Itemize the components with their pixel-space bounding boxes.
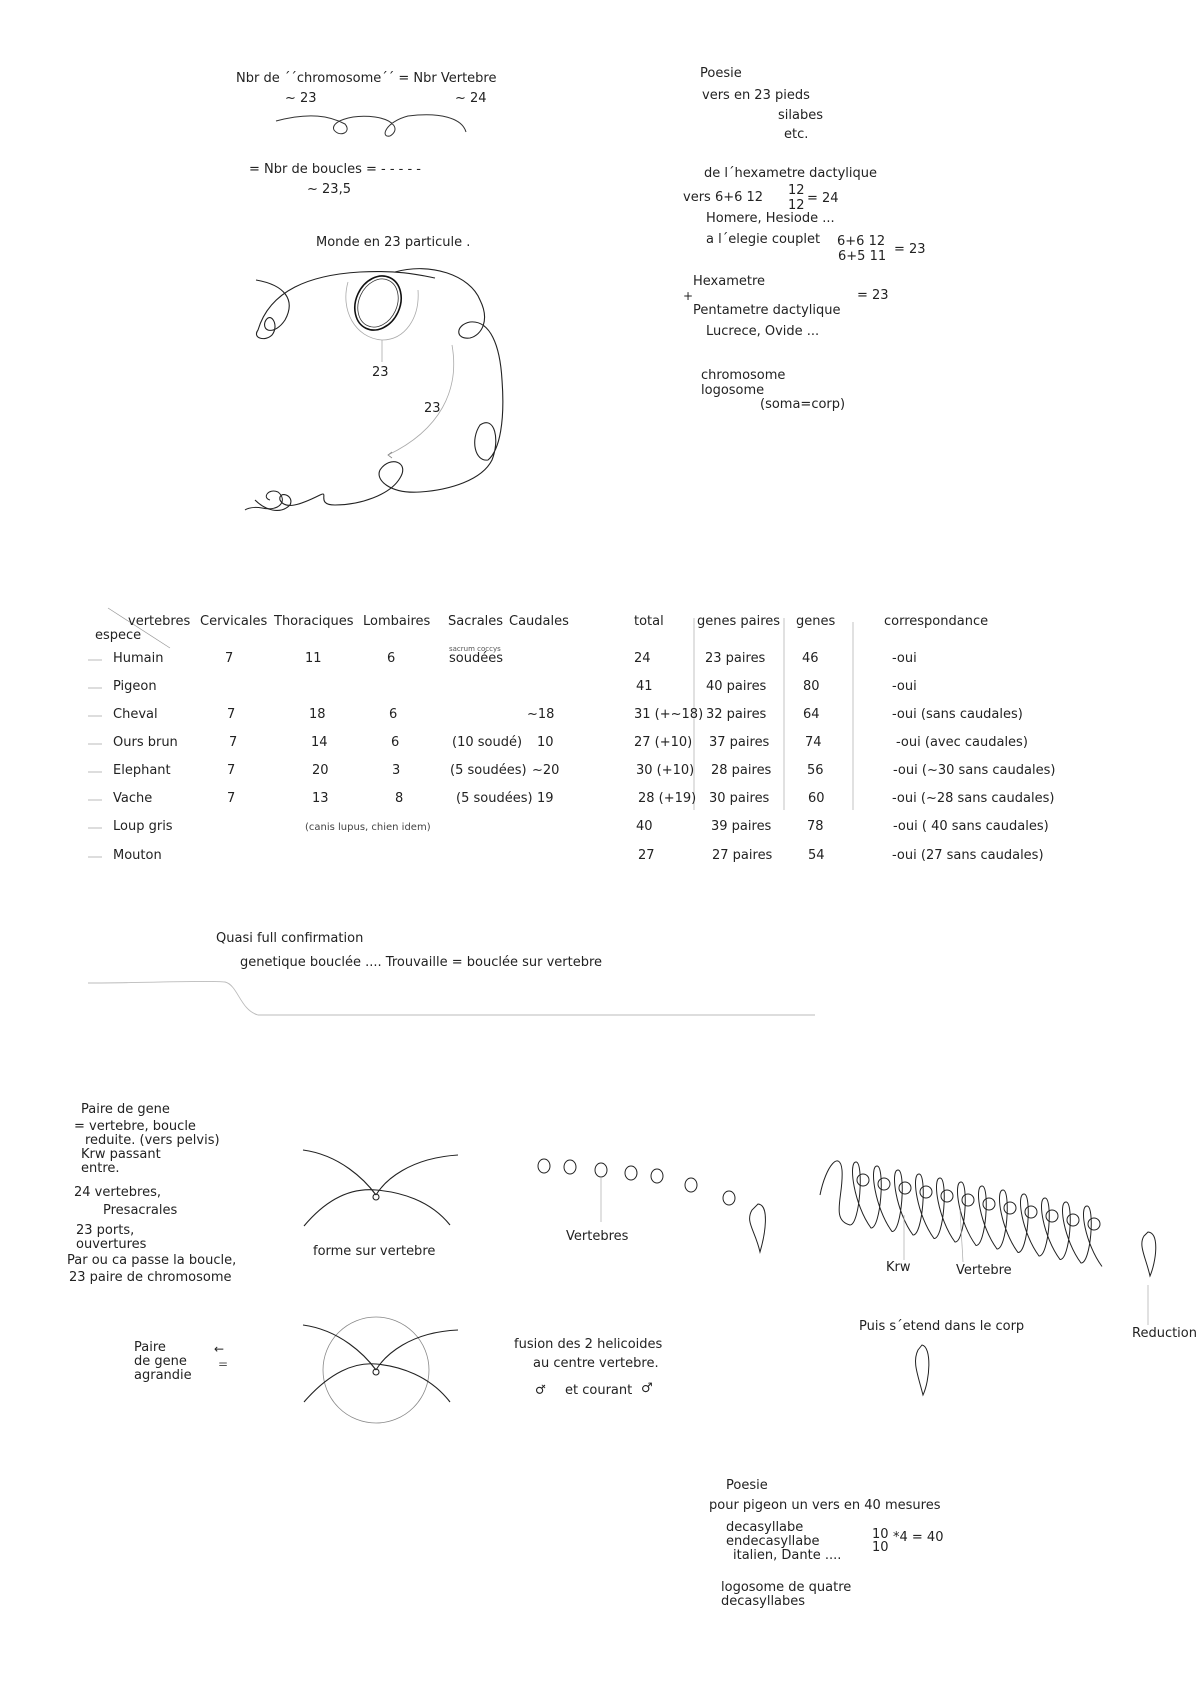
note-vertebre-boucle: = vertebre, boucle bbox=[74, 1119, 196, 1134]
et-courant: et courant bbox=[565, 1383, 633, 1398]
boucles-value: ~ 23,5 bbox=[307, 182, 351, 197]
fraction-top: 12 bbox=[788, 183, 805, 198]
cell-genes: 54 bbox=[808, 848, 825, 863]
cell-genes: 78 bbox=[807, 819, 824, 834]
poesie-bottom-title: Poesie bbox=[726, 1478, 768, 1493]
cell-lombaires: 3 bbox=[392, 763, 401, 778]
cell-total: 24 bbox=[634, 651, 651, 666]
cell-genes: 60 bbox=[808, 791, 825, 806]
cell-sacrales: (10 soudé) bbox=[452, 735, 523, 750]
section-divider-line bbox=[88, 981, 815, 1015]
note-23-paire: 23 paire de chromosome bbox=[69, 1270, 232, 1285]
plus-sign: + bbox=[683, 289, 694, 303]
cell-correspondance: -oui (~30 sans caudales) bbox=[893, 763, 1056, 778]
cell-cervicales: 7 bbox=[227, 791, 236, 806]
header-total: total bbox=[634, 614, 664, 629]
cell-note: (canis lupus, chien idem) bbox=[305, 822, 431, 833]
cell-genes-paires: 37 paires bbox=[709, 735, 770, 750]
approx-vertebre: ~ 24 bbox=[455, 91, 487, 106]
reduction-label: Reduction bbox=[1132, 1326, 1197, 1341]
endecasyllabe: endecasyllabe bbox=[726, 1534, 820, 1549]
pentametre: Pentametre dactylique bbox=[693, 303, 841, 318]
cell-thoraciques: 14 bbox=[311, 735, 328, 750]
mult-40: *4 = 40 bbox=[893, 1530, 944, 1545]
cell-caudales: 19 bbox=[537, 791, 554, 806]
cell-espece: Vache bbox=[113, 791, 153, 806]
vertebra-circle bbox=[1088, 1218, 1100, 1230]
header-thoraciques: Thoraciques bbox=[274, 614, 354, 629]
vertebra-circle bbox=[878, 1178, 890, 1190]
vertebra-form-drawing bbox=[303, 1150, 458, 1226]
chromosome-vertebre-equation: Nbr de ´´chromosome´´ = Nbr Vertebre bbox=[236, 71, 497, 86]
cell-genes-paires: 27 paires bbox=[712, 848, 773, 863]
vers-6-6: vers 6+6 12 bbox=[683, 190, 764, 205]
header-genes-paires: genes paires bbox=[697, 614, 781, 629]
cell-correspondance: -oui (sans caudales) bbox=[892, 707, 1023, 722]
elegie-6-6: 6+6 12 bbox=[837, 234, 886, 249]
boucles-line: = Nbr de boucles = - - - - - bbox=[249, 162, 421, 177]
cell-espece: Humain bbox=[113, 651, 164, 666]
cell-total: 28 (+19) bbox=[638, 791, 697, 806]
num-10-b: 10 bbox=[872, 1540, 889, 1555]
elegie-6-5: 6+5 11 bbox=[838, 249, 887, 264]
cell-espece: Ours brun bbox=[113, 735, 178, 750]
confirmation-detail: genetique bouclée .... Trouvaille = bouclée sur vertebre bbox=[240, 955, 603, 970]
cell-sacrales: soudées bbox=[449, 651, 503, 666]
note-par-ou: Par ou ca passe la boucle, bbox=[67, 1253, 237, 1268]
cell-genes-paires: 32 paires bbox=[706, 707, 767, 722]
female-symbol-icon: ♀ bbox=[532, 1379, 550, 1398]
vertebres-label: Vertebres bbox=[566, 1229, 629, 1244]
arrow-label-23: 23 bbox=[424, 401, 441, 416]
cell-sacrales-note: sacrum coccys bbox=[449, 645, 501, 653]
cell-lombaires: 6 bbox=[389, 707, 398, 722]
silabes: silabes bbox=[778, 108, 823, 123]
cell-genes-paires: 23 paires bbox=[705, 651, 766, 666]
cell-total: 41 bbox=[636, 679, 653, 694]
note-entre: entre. bbox=[81, 1161, 120, 1176]
equals-sign: = bbox=[218, 1357, 229, 1371]
cell-correspondance: -oui bbox=[892, 679, 917, 694]
vertebra-circle bbox=[1004, 1202, 1016, 1214]
note-presacrales: Presacrales bbox=[103, 1203, 178, 1218]
header-cervicales: Cervicales bbox=[200, 614, 268, 629]
cell-total: 31 (+~18) bbox=[634, 707, 704, 722]
decasyllabe: decasyllabe bbox=[726, 1520, 804, 1535]
corner-vertebres: vertebres bbox=[128, 614, 191, 629]
pigeon-vers: pour pigeon un vers en 40 mesures bbox=[709, 1498, 941, 1513]
cell-correspondance: -oui (avec caudales) bbox=[896, 735, 1028, 750]
vertebra-circle bbox=[920, 1186, 932, 1198]
hexametre: Hexametre bbox=[693, 274, 766, 289]
cell-total: 27 bbox=[638, 848, 655, 863]
forme-sur-vertebre-caption: forme sur vertebre bbox=[313, 1244, 436, 1259]
cell-espece: Pigeon bbox=[113, 679, 157, 694]
equals-23-a: = 23 bbox=[894, 242, 926, 257]
vertebra-circle bbox=[941, 1190, 953, 1202]
cell-genes-paires: 40 paires bbox=[706, 679, 767, 694]
monde-heading: Monde en 23 particule . bbox=[316, 235, 471, 250]
spiral-label-23: 23 bbox=[372, 365, 389, 380]
note-paire-de-gene: Paire de gene bbox=[81, 1102, 170, 1117]
header-lombaires: Lombaires bbox=[363, 614, 431, 629]
cell-genes: 74 bbox=[805, 735, 822, 750]
logosome-word: logosome bbox=[701, 383, 765, 398]
male-symbol-icon: ♂ bbox=[641, 1381, 653, 1396]
note-reduite: reduite. (vers pelvis) bbox=[85, 1133, 220, 1148]
cell-sacrales: (5 soudées) bbox=[456, 791, 533, 806]
cell-genes-paires: 30 paires bbox=[709, 791, 770, 806]
cell-caudales: ~18 bbox=[527, 707, 555, 722]
cell-espece: Cheval bbox=[113, 707, 158, 722]
header-genes: genes bbox=[796, 614, 836, 629]
cell-lombaires: 6 bbox=[387, 651, 396, 666]
cell-cervicales: 7 bbox=[225, 651, 234, 666]
header-sacrales: Sacrales bbox=[448, 614, 504, 629]
vertebra-circle bbox=[899, 1182, 911, 1194]
cell-thoraciques: 20 bbox=[312, 763, 329, 778]
etc: etc. bbox=[784, 127, 809, 142]
confirmation-title: Quasi full confirmation bbox=[216, 931, 364, 946]
world-spiral-drawing bbox=[245, 268, 503, 510]
header-correspondance: correspondance bbox=[884, 614, 989, 629]
vertebra-circle bbox=[962, 1194, 974, 1206]
cell-cervicales: 7 bbox=[229, 735, 238, 750]
fusion-line1: fusion des 2 helicoides bbox=[514, 1337, 663, 1352]
cell-genes: 56 bbox=[807, 763, 824, 778]
equals-23-b: = 23 bbox=[857, 288, 889, 303]
note-krw-passant: Krw passant bbox=[81, 1147, 161, 1162]
fusion-line2: au centre vertebre. bbox=[533, 1356, 659, 1371]
corner-espece: espece bbox=[95, 628, 142, 643]
cell-lombaires: 8 bbox=[395, 791, 404, 806]
cell-cervicales: 7 bbox=[227, 763, 236, 778]
cell-genes: 46 bbox=[802, 651, 819, 666]
arrow-left-icon: ← bbox=[214, 1342, 225, 1356]
vertebra-circle bbox=[983, 1198, 995, 1210]
cell-espece: Mouton bbox=[113, 848, 162, 863]
homere-hesiode: Homere, Hesiode ... bbox=[706, 211, 835, 226]
helix-chain-drawing bbox=[820, 1161, 1156, 1325]
hexametre-line: de l´hexametre dactylique bbox=[704, 166, 877, 181]
cell-genes-paires: 28 paires bbox=[711, 763, 772, 778]
chromosome-word: chromosome bbox=[701, 368, 786, 383]
enlarged-pair-drawing bbox=[303, 1317, 458, 1423]
lucrece-ovide: Lucrece, Ovide ... bbox=[706, 324, 820, 339]
vertebre-label: Vertebre bbox=[956, 1263, 1012, 1278]
equals-24: = 24 bbox=[807, 191, 839, 206]
poesie-title: Poesie bbox=[700, 66, 742, 81]
cell-caudales: ~20 bbox=[532, 763, 560, 778]
fraction-bottom: 12 bbox=[788, 198, 805, 213]
cell-thoraciques: 11 bbox=[305, 651, 322, 666]
cell-genes: 80 bbox=[803, 679, 820, 694]
comma-shape-drawing bbox=[915, 1345, 928, 1395]
cell-total: 30 (+10) bbox=[636, 763, 695, 778]
approx-chromosome: ~ 23 bbox=[285, 91, 317, 106]
cell-espece: Loup gris bbox=[113, 819, 173, 834]
cell-correspondance: -oui (27 sans caudales) bbox=[892, 848, 1044, 863]
cell-total: 40 bbox=[636, 819, 653, 834]
cell-correspondance: -oui ( 40 sans caudales) bbox=[893, 819, 1049, 834]
cell-genes-paires: 39 paires bbox=[711, 819, 772, 834]
paire-agrandie-l1: Paire bbox=[134, 1340, 166, 1355]
note-23-ports: 23 ports, bbox=[76, 1223, 135, 1238]
cell-sacrales: (5 soudées) bbox=[450, 763, 527, 778]
loop-chain-drawing bbox=[276, 115, 466, 136]
puis-s-etend: Puis s´etend dans le corp bbox=[859, 1319, 1025, 1334]
elegie-couplet: a l´elegie couplet bbox=[706, 232, 821, 247]
cell-caudales: 10 bbox=[537, 735, 554, 750]
cell-correspondance: -oui (~28 sans caudales) bbox=[892, 791, 1055, 806]
cell-espece: Elephant bbox=[113, 763, 171, 778]
cell-cervicales: 7 bbox=[227, 707, 236, 722]
vers-23-pieds: vers en 23 pieds bbox=[702, 88, 810, 103]
note-24-vertebres: 24 vertebres, bbox=[74, 1185, 162, 1200]
soma-corp: (soma=corp) bbox=[760, 397, 846, 412]
vertebra-circle bbox=[1046, 1210, 1058, 1222]
vertebra-circle bbox=[1067, 1214, 1079, 1226]
cell-genes: 64 bbox=[803, 707, 820, 722]
note-ouvertures: ouvertures bbox=[76, 1237, 147, 1252]
decasyllabes: decasyllabes bbox=[721, 1594, 806, 1609]
vertebra-circle bbox=[857, 1174, 869, 1186]
cell-lombaires: 6 bbox=[391, 735, 400, 750]
cell-total: 27 (+10) bbox=[634, 735, 693, 750]
krw-label: Krw bbox=[886, 1260, 911, 1275]
num-10-a: 10 bbox=[872, 1527, 889, 1542]
cell-correspondance: -oui bbox=[892, 651, 917, 666]
cell-thoraciques: 13 bbox=[312, 791, 329, 806]
logosome-quatre: logosome de quatre bbox=[721, 1580, 852, 1595]
vertebra-circle bbox=[1025, 1206, 1037, 1218]
paire-agrandie-l3: agrandie bbox=[134, 1368, 192, 1383]
cell-thoraciques: 18 bbox=[309, 707, 326, 722]
header-caudales: Caudales bbox=[509, 614, 569, 629]
italien-dante: italien, Dante .... bbox=[733, 1548, 842, 1563]
paire-agrandie-l2: de gene bbox=[134, 1354, 187, 1369]
